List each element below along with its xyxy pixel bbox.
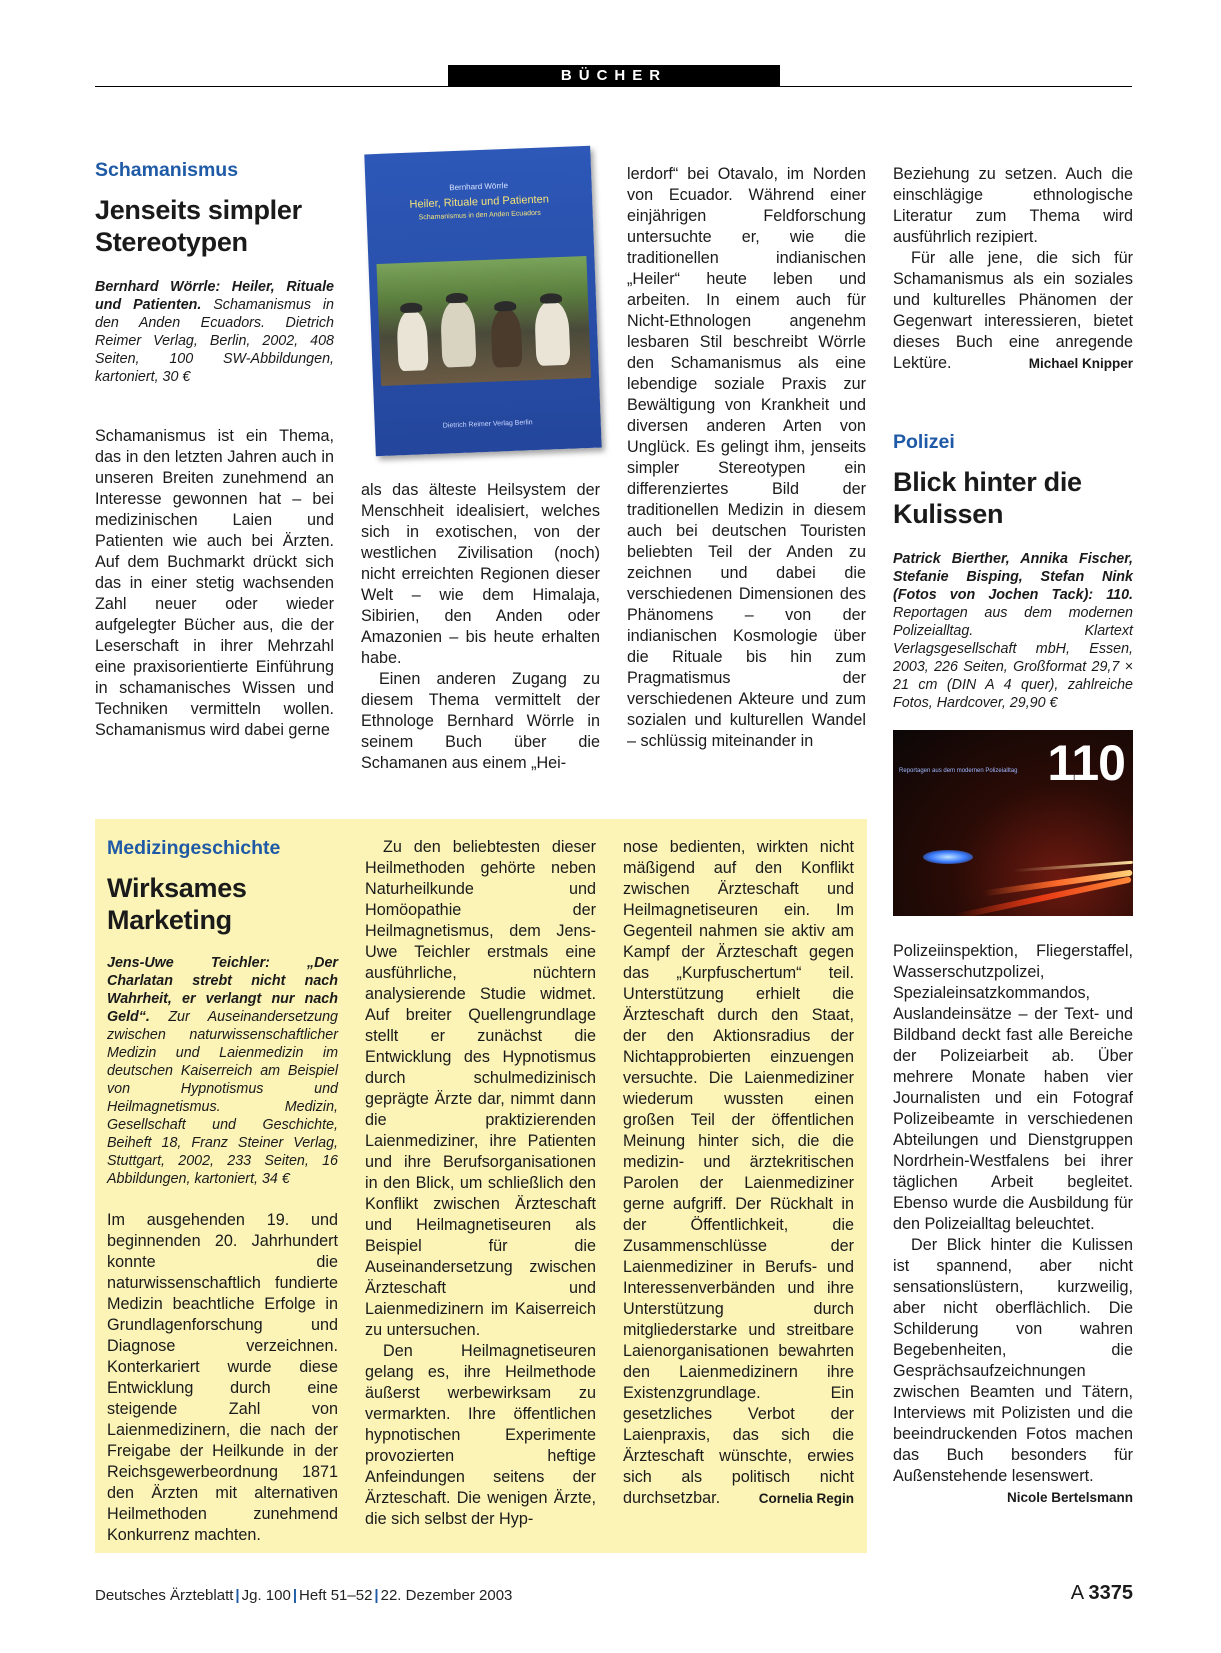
paragraph: Schamanismus ist ein Thema, das in den letzten Jahren auch in unseren Breiten zunehmend an Interesse gewonnen hat – bei medizinischen Laien und Patienten wie auch bei Ärzten. Auf dem Buchmarkt drückt sich das in einer stetig wachsenden Zahl neuer oder wieder aufgelegter Bücher aus, die der Leserschaft in ihrer Mehrzahl eine praxisorientierte Einführung in schamanisches Wissen und Techniken vermitteln wollen. Schamanismus wird dabei gerne <box>95 427 334 739</box>
page-prefix: A <box>1070 1582 1083 1604</box>
headline-line: Marketing <box>107 905 232 935</box>
separator: | <box>292 1587 298 1604</box>
paragraph: Zu den beliebtesten dieser Heilmethoden gehörte neben Naturheilkunde und Homöopathie der Heilmagnetismus, dem Jens-Uwe Teichler erstmals eine ausführliche, nüchtern analysierende Studie widmet. Auf breiter Quellengrundlage stellt er zunächst die Entwicklung des Hypnotismus durch schulmedizinisch geprägte Ärzte dar, nimmt dann die praktizierenden Laienmediziner, ihre Patienten und ihre Berufsorganisationen in den Blick, um schließlich den Konflikt zwischen Ärzteschaft und Heilmagnetiseuren als Beispiel für die Auseinandersetzung zwischen Ärzteschaft und Laienmedizinern im Kaiserreich zu untersuchen. <box>365 838 596 1339</box>
paragraph: Beziehung zu setzen. Auch die einschlägige ethnologische Literatur zum Thema wird ausführlich rezipiert. <box>893 165 1133 246</box>
figure <box>490 309 522 368</box>
bibliography-details: Reportagen aus dem modernen Polizeialltag. Klartext Verlagsgesellschaft mbH, Essen, 2003, 226 Seiten, Großformat 29,7 × 21 cm (DIN A 4 quer), zahlreiche Fotos, Hardcover, 29,90 € <box>893 605 1133 711</box>
footer-citation <box>95 1587 512 1604</box>
paragraph <box>893 248 1133 374</box>
volume: Jg. 100 <box>241 1587 291 1604</box>
bibliography-details: Zur Auseinandersetzung zwischen naturwissenschaftlicher Medizin und Laienmedizin im deutschen Kaiserreich am Beispiel von Hypnotismus und Heilmagnetismus. Medizin, Gesellschaft und Geschichte, Beiheft 18, Franz Steiner Verlag, Stuttgart, 2002, 233 Seiten, 16 Abbildungen, kartoniert, 34 € <box>107 1009 338 1187</box>
journal-name: Deutsches Ärzteblatt <box>95 1587 234 1604</box>
article-polizei-header <box>893 430 1133 712</box>
bibliography-details: Schamanismus in den Anden Ecuadors. Dietrich Reimer Verlag, Berlin, 2002, 408 Seiten, 100 SW-Abbildungen, kartoniert, 30 € <box>95 297 334 385</box>
author-name: Michael Knipper <box>1028 356 1133 371</box>
paragraph: Den Heilmagnetiseuren gelang es, ihre Heilmethode äußerst werbewirksam zu vermarkten. Ihre öffentlichen hypnotischen Experimente provozierten heftige Anfeindungen seitens der Ärzteschaft. Die wenigen Ärzte, die sich selbst der Hyp- <box>365 1342 596 1528</box>
separator: | <box>235 1587 240 1604</box>
article-schamanismus-col3 <box>627 164 866 752</box>
hat <box>446 293 468 304</box>
paragraph: lerdorf“ bei Otavalo, im Norden von Ecuador. Während einer einjährigen Feldforschung untersuchte er, wie die traditionellen indianischen „Heiler“ heute leben und arbeiten. In einem auch für Nicht-Ethnologen angenehm lesbaren Stil beschreibt Wörrle den Schamanismus als eine lebendige soziale Praxis zur Bewältigung von Krankheit und diversen anderen Arten von Unglück. Es gelingt ihm, jenseits simpler Stereotypen ein differenziertes Bild der traditionellen Medizin in diesem auch bei deutschen Touristen beliebten Teil der Anden zu zeichnen und dabei die verschiedenen Dimensionen des Phänomens – von der indianischen Kosmologie über die Rituale bis hin zum Pragmatismus der verschiedenen Akteure und zum sozialen und kulturellen Wandel – schlüssig miteinander in <box>627 165 866 750</box>
cover-photo <box>377 256 592 386</box>
bibliography-title: Bernhard Wörrle: Heiler, Rituale und Patienten. <box>95 279 334 313</box>
bibliography <box>95 278 334 386</box>
paragraph: als das älteste Heilsystem der Menschheit idealisiert, welches sich in exotischen, von der westlichen Zivilisation (noch) nicht erreichten Regionen dieser Welt – wie dem Himalaja, Sibirien, den Anden oder Amazonien – bis heute erhalten habe. <box>361 481 600 667</box>
hat <box>494 301 516 312</box>
article-medizingeschichte-col2 <box>365 837 596 1530</box>
cover-subtitle: Reportagen aus dem modernen Polizeialltag <box>899 768 1018 774</box>
bibliography-title: Patrick Bierther, Annika Fischer, Stefanie Bisping, Stefan Nink (Fotos von Jochen Tack): 110. <box>893 551 1133 603</box>
figure <box>396 310 428 371</box>
article-schamanismus-col4 <box>893 164 1133 374</box>
headline <box>95 194 334 258</box>
paragraph <box>893 1235 1133 1505</box>
section-label: BÜCHER <box>448 65 780 86</box>
paragraph: Polizeiinspektion, Fliegerstaffel, Wasserschutzpolizei, Spezialeinsatzkommandos, Auslandeinsätze – der Text- und Bildband deckt fast alle Bereiche der Polizeiarbeit ab. Über mehrere Monate haben vier Journalisten und ein Fotograf Polizeibeamte in verschiedenen Abteilungen und Dienstgruppen Nordrhein-Westfalens bei ihrer täglichen Arbeit begleitet. Ebenso wurde die Ausbildung für den Polizeialltag beleuchtet. <box>893 942 1133 1233</box>
hat <box>540 293 562 304</box>
page-number <box>1071 1582 1133 1605</box>
cover-number: 110 <box>1047 735 1125 791</box>
cover-title <box>376 192 583 224</box>
author-name: Nicole Bertelsmann <box>1006 1490 1133 1505</box>
kicker: Polizei <box>893 431 955 453</box>
paragraph-text: Für alle jene, die sich für Schamanismus als ein soziales und kulturelles Phänomen der Gegenwart interessieren, bietet dieses Buch eine anregende Lektüre. <box>893 249 1133 372</box>
headline-line: Wirksames <box>107 873 247 903</box>
headline-line: Stereotypen <box>95 227 248 257</box>
headline-line: Kulissen <box>893 499 1004 529</box>
paragraph: Im ausgehenden 19. und beginnenden 20. Jahrhundert konnte die naturwissenschaftlich fundierte Medizin beachtliche Erfolge in Grundlagenforschung und Diagnose verzeichnen. Konterkariert wurde diese Entwicklung durch eine steigende Zahl von Laienmedizinern, die nach der Freigabe der Heilkunde in der Reichsgewerbeordnung 1871 den Ärzten mit alternativen Heilmethoden zunehmend Konkurrenz machten. <box>107 1211 338 1544</box>
article-schamanismus-col1 <box>95 158 334 741</box>
paragraph-text: nose bedienten, wirkten nicht mäßigend auf den Konflikt zwischen Ärzteschaft und Heilmagnetiseuren ein. Im Gegenteil nahmen sie aktiv am Kampf der Ärzteschaft gegen das „Kurpfuschertum“ teil. Unterstützung erhielt die Ärzteschaft durch den Staat, der den Aktionsradius der Nichtapprobierten einzuengen versuchte. Die Laienmediziner wiederum wussten einen großen Teil der öffentlichen Meinung hinter sich, die die medizin- und ärztekritischen Parolen der Laienmediziner gerne aufgriff. Der Rückhalt in der Öffentlichkeit, die Zusammenschlüsse der Laienmediziner in Berufs- und Interessenverbänden und ihre Unterstützung durch mitgliederstarke und streitbare Laienorganisationen bewahrten den Laienmedizinern ihre Existenzgrundlage. Ein gesetzliches Verbot der Laienpraxis, das sich die Ärzteschaft wünschte, erwies sich als politisch nicht durchsetzbar. <box>623 838 854 1507</box>
cover-subtitle: Schamanismus in den Anden Ecuadors <box>418 209 541 222</box>
hat <box>400 302 422 313</box>
light-streak <box>1013 861 1133 872</box>
kicker: Medizingeschichte <box>107 837 281 859</box>
author-name: Cornelia Regin <box>758 1491 854 1506</box>
article-schamanismus-col2 <box>361 480 600 774</box>
separator: | <box>374 1587 379 1604</box>
body-text <box>95 426 334 741</box>
book-cover-image <box>364 146 601 456</box>
kicker: Schamanismus <box>95 159 239 181</box>
figure <box>440 300 477 367</box>
paragraph-text: Der Blick hinter die Kulissen ist spannend, aber nicht sensationslüstern, kurzweilig, aber nicht oberflächlich. Die Schilderung von wahren Begebenheiten, die Gesprächsaufzeichnungen zwischen Beamten und Tätern, Interviews mit Polizisten und die beeindruckenden Fotos machen das Buch besonders für Außenstehende lesenswert. <box>893 1236 1133 1485</box>
cover-author: Bernhard Wörrle <box>449 180 509 193</box>
page-number-value: 3375 <box>1088 1582 1133 1604</box>
body-text <box>107 1210 338 1546</box>
article-medizingeschichte-col1 <box>107 836 338 1546</box>
article-medizingeschichte-col3 <box>623 837 854 1509</box>
header-rule <box>95 86 1132 87</box>
bibliography <box>893 550 1133 712</box>
headline <box>107 872 338 936</box>
paragraph <box>623 837 854 1509</box>
paragraph: Einen anderen Zugang zu diesem Thema vermittelt der Ethnologe Bernhard Wörrle in seinem Buch über die Schamanen aus einem „Hei- <box>361 670 600 772</box>
bibliography <box>107 954 338 1188</box>
cover-title-text: Heiler, Rituale und Patienten <box>409 193 550 211</box>
headline-line: Blick hinter die <box>893 467 1082 497</box>
date: 22. Dezember 2003 <box>380 1587 513 1604</box>
blue-light <box>923 850 973 864</box>
issue: Heft 51–52 <box>299 1587 373 1604</box>
figure <box>534 301 570 366</box>
cover-publisher: Dietrich Reimer Verlag Berlin <box>442 419 533 430</box>
article-polizei-body <box>893 941 1133 1508</box>
bibliography-title: Jens-Uwe Teichler: „Der Charlatan strebt nicht nach Wahrheit, er verlangt nur nach Geld“. <box>107 955 338 1025</box>
book-cover-110-image <box>893 730 1133 916</box>
headline-line: Jenseits simpler <box>95 195 302 225</box>
headline <box>893 466 1133 530</box>
